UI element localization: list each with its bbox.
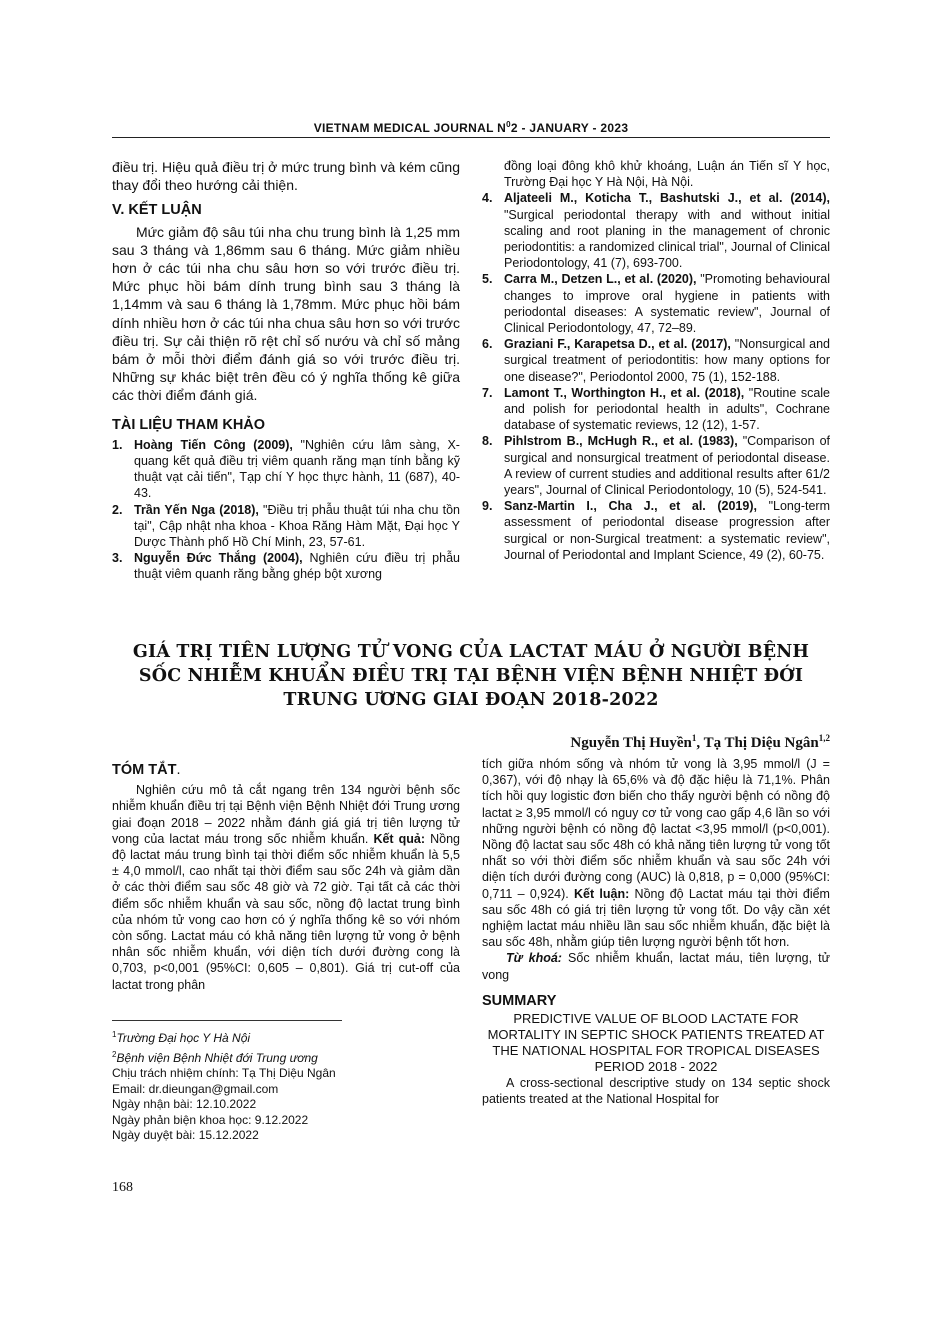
footnote-rule <box>112 1020 342 1021</box>
abstract-column-left <box>112 762 460 993</box>
reference-text: "Surgical periodontal therapy with and without initial scaling and root planing in the management of chronic periodontitis: a randomized clinical trial", Journal of Clinical Periodontology, 41 (7), 693-700. <box>504 207 830 271</box>
reference-number: 4. <box>482 191 493 206</box>
reference-author: Hoàng Tiến Công (2009), <box>134 437 293 452</box>
reference-item <box>482 498 830 563</box>
footnotes <box>112 1027 462 1144</box>
reference-author: Aljateeli M., Koticha T., Bashutski J., et al. (2014), <box>504 191 830 206</box>
reference-continuation <box>482 158 830 190</box>
conclusion-heading: V. KẾT LUẬN <box>112 202 202 219</box>
reference-text: đồng loại đông khô khử khoáng, Luận án Tiến sĩ Y học, Trường Đại học Y Hà Nội, Hà Nội. <box>504 159 830 190</box>
author-1: Nguyễn Thị Huyền <box>570 735 692 751</box>
reference-item <box>112 550 460 582</box>
accepted-date: Ngày duyệt bài: 15.12.2022 <box>112 1128 259 1142</box>
issue: 2 - JANUARY - 2023 <box>510 121 629 135</box>
results-continued: tích giữa nhóm sống và nhóm tử vong là 3,95 mmol/l (J = 0,367), với độ nhạy là 65,6% và độ đặc hiệu là 71,1%. Phân tích hồi quy logistic đơn biến cho thấy người bệnh có nồng độ lactat ≥ 3,95 mmol/l có nguy cơ tử vong cao gấp 4,6 lần so với những người bệnh có nồng độ lactat <3,95 mmol/l (p<0,001). Nồng độ lactat sau sốc 48h có khả năng tiên lượng tử vong tốt nhất so với thời điểm sốc nhiễm khuẩn và sau sốc 24h với diện tích dưới đường cong (AUC) là 0,818, p = 0,000 (95%CI: 0,711 – 0,924). <box>482 757 830 901</box>
affiliation-1-sup: 1 <box>112 1030 117 1039</box>
summary-text: A cross-sectional descriptive study on 134 septic shock patients treated at the National Hospital for <box>482 1076 830 1107</box>
reference-item <box>482 190 830 271</box>
reference-author: Nguyễn Đức Thắng (2004), <box>134 551 303 566</box>
conclusion-label: Kết luận: <box>574 886 630 901</box>
reference-author: Sanz-Martin I., Cha J., et al. (2019), <box>504 499 757 514</box>
received-date: Ngày nhận bài: 12.10.2022 <box>112 1097 257 1111</box>
reference-number: 2. <box>112 502 123 517</box>
abstract-column-right <box>482 756 830 1107</box>
review-date: Ngày phản biện khoa học: 9.12.2022 <box>112 1112 309 1127</box>
summary-heading: SUMMARY <box>482 992 557 1009</box>
reference-number: 9. <box>482 499 493 514</box>
reference-number: 7. <box>482 385 493 400</box>
author-2: Tạ Thị Diệu Ngân <box>703 735 819 751</box>
abstract-continuation <box>482 756 830 950</box>
intro-paragraph: điều trị. Hiệu quả điều trị ở mức trung bình và kém cũng thay đổi theo hướng cải thiện. <box>112 159 460 194</box>
conclusion-text: Nồng độ Lactat máu tại thời điểm sau sốc 48h có giá trị tiên lượng tử vong tốt. Do vậy cần xét nghiệm lactat máu nhiều lần sau sốc nhiễm khuẩn, đặc biệt là sau sốc 48h, nhằm giúp tiên lượng người bệnh tốt hơn. <box>482 886 830 950</box>
references-list-right <box>482 158 830 563</box>
reference-number: 1. <box>112 437 123 452</box>
reference-item <box>482 271 830 336</box>
reference-text: Nghiên cứu điều trị phẫu thuật viêm quanh răng bằng ghép bột xương <box>134 551 460 582</box>
affiliation-1 <box>112 1027 462 1047</box>
abstract-heading <box>112 762 460 778</box>
reference-text: "Routine scale and polish for periodontal health in adults", Cochrane database of systematic reviews, 12 (12), 1-57. <box>504 385 831 433</box>
reference-text: "Nonsurgical and surgical treatment of periodontitis: how many options for one disease?", Periodontol 2000, 75 (1), 152-188. <box>504 337 830 384</box>
left-top-column <box>112 158 460 583</box>
reference-author: Lamont T., Worthington H., et al. (2018), <box>504 385 745 400</box>
reference-item <box>112 502 460 551</box>
author-separator: , <box>696 735 704 751</box>
running-header <box>112 120 830 135</box>
keywords-text: Sốc nhiễm khuẩn, lactat máu, tiên lượng, tử vong <box>482 951 830 982</box>
reference-author: Pihlstrom B., McHugh R., et al. (1983), <box>504 434 738 449</box>
right-top-column <box>482 158 830 563</box>
article-title: GIÁ TRỊ TIÊN LƯỢNG TỬ VONG CỦA LACTAT MÁU Ở NGƯỜI BỆNH SỐC NHIỄM KHUẨN ĐIỀU TRỊ TẠI BỆNH VIỆN BỆNH NHIỆT ĐỚI TRUNG ƯƠNG GIAI ĐOẠN 2018-2022 <box>132 642 810 710</box>
affiliation-2-sup: 2 <box>112 1049 117 1059</box>
reference-number: 3. <box>112 551 123 566</box>
author-2-affiliation: 1,2 <box>818 733 830 743</box>
results-text: Nồng độ lactat máu trung bình tại thời điểm sốc nhiễm khuẩn là 5,5 ± 4,0 mmol/l, cao nhất tại thời điểm sau sốc 24h và giảm dần ở các thời điểm sau sốc 48 giờ và 72 giờ. Tại tất cả các thời điểm sốc nhiễm khuẩn và sau sốc, nồng độ lactat trung bình của nhóm tử vong cao hơn có ý nghĩa thống kê so với nhóm còn sống. Lactat máu có khả năng tiên lượng tử vong ở bệnh nhân sốc nhiễm khuẩn, với diện tích dưới đường cong là 0,703, p<0,001 (95%CI: 0,605 – 0,801). Giá trị cut-off của lactat trong phân <box>112 831 460 992</box>
reference-author: Trần Yến Nga (2018), <box>134 502 259 517</box>
reference-number: 6. <box>482 337 493 352</box>
abstract-heading-text: TÓM TẮT <box>112 762 177 778</box>
results-label: Kết quả: <box>373 831 426 846</box>
references-heading: TÀI LIỆU THAM KHẢO <box>112 416 266 433</box>
abstract-paragraph <box>112 782 460 993</box>
header-rule <box>112 137 830 138</box>
affiliation-2 <box>112 1047 462 1067</box>
references-list-left <box>112 437 460 583</box>
reference-item <box>482 336 830 385</box>
reference-text: "Nghiên cứu lâm sàng, X-quang kết quả điều trị viêm quanh răng mạn tính bằng kỹ thuật vạt cải tiến", Tạp chí Y học thực hành, 11 (687), 40-43. <box>134 437 460 501</box>
reference-text: "Điều trị phẫu thuật túi nha chu tồn tại", Cập nhật nha khoa - Khoa Răng Hàm Mặt, Đại học Y Dược Thành phố Hồ Chí Minh, 23, 57-61. <box>134 502 460 550</box>
reference-item <box>112 437 460 502</box>
reference-number: 5. <box>482 272 493 287</box>
reference-text: "Long-term assessment of periodontal disease progression after surgical or non-Surgical treatment: a systematic review", Journal of Periodontal and Implant Science, 49 (2), 60-75. <box>504 499 830 562</box>
reference-author: Graziani F., Karapetsa D., et al. (2017), <box>504 337 731 352</box>
keywords-label: Từ khoá: <box>506 951 562 966</box>
page-number: 168 <box>112 1180 133 1195</box>
reference-number: 8. <box>482 434 493 449</box>
journal-name: VIETNAM MEDICAL JOURNAL N <box>313 121 507 135</box>
author-1-affiliation: 1 <box>691 733 697 743</box>
issue-sup: 0 <box>506 120 511 129</box>
email: Email: dr.dieungan@gmail.com <box>112 1081 279 1096</box>
abstract-heading-dot: . <box>176 762 181 778</box>
affiliation-1-text: Trường Đại học Y Hà Nội <box>116 1031 251 1045</box>
keywords <box>482 950 830 982</box>
reference-text: "Promoting behavioural changes to improve oral hygiene in patients with periodontal diseases: A systematic review", Journal of Clinical Periodontology, 47, 72–89. <box>504 272 830 336</box>
conclusion-paragraph: Mức giảm độ sâu túi nha chu trung bình là 1,25 mm sau 3 tháng và 1,86mm sau 6 tháng. Mức giảm nhiều hơn ở các túi nha chu sâu hơn so với trước điều trị. Mức phục hồi bám dính trung bình sau 3 tháng là 1,14mm và sau 6 tháng là 1,78mm. Mức phục hồi bám dính nhiều hơn ở các túi nha chua sâu hơn so với trước điều trị. Sự cải thiện rõ rệt chỉ số nướu và chỉ số mảng bám ở mỗi thời điểm đánh giá so với trước điều trị. Những sự khác biệt trên đều có ý nghĩa thống kê giữa các thời điểm đánh giá. <box>112 223 460 404</box>
reference-item <box>482 433 830 498</box>
author-line <box>570 733 830 752</box>
affiliation-2-text: Bệnh viện Bệnh Nhiệt đới Trung ương <box>116 1050 318 1065</box>
abstract-intro: Nghiên cứu mô tả cắt ngang trên 134 người bệnh sốc nhiễm khuẩn điều trị tại Bệnh viện Bệnh Nhiệt đới Trung ương giai đoạn 2018 – 2022 nhằm đánh giá giá trị tiên lượng tử vong của lactat máu trong sốc nhiễm khuẩn. <box>112 783 460 846</box>
corresponding-author: Chịu trách nhiệm chính: Tạ Thị Diệu Ngân <box>112 1066 336 1080</box>
reference-author: Carra M., Detzen L., et al. (2020), <box>504 272 697 287</box>
reference-item <box>482 385 830 434</box>
summary-title: PREDICTIVE VALUE OF BLOOD LACTATE FOR MORTALITY IN SEPTIC SHOCK PATIENTS TREATED AT THE NATIONAL HOSPITAL FOR TROPICAL DISEASES PERIOD 2018 - 2022 <box>487 1011 825 1075</box>
reference-text: "Comparison of surgical and nonsurgical treatment of periodontal disease. A review of current studies and additional results after 61/2 years", Journal of Clinical Periodontology, 10 (5), 524-541. <box>504 434 830 498</box>
